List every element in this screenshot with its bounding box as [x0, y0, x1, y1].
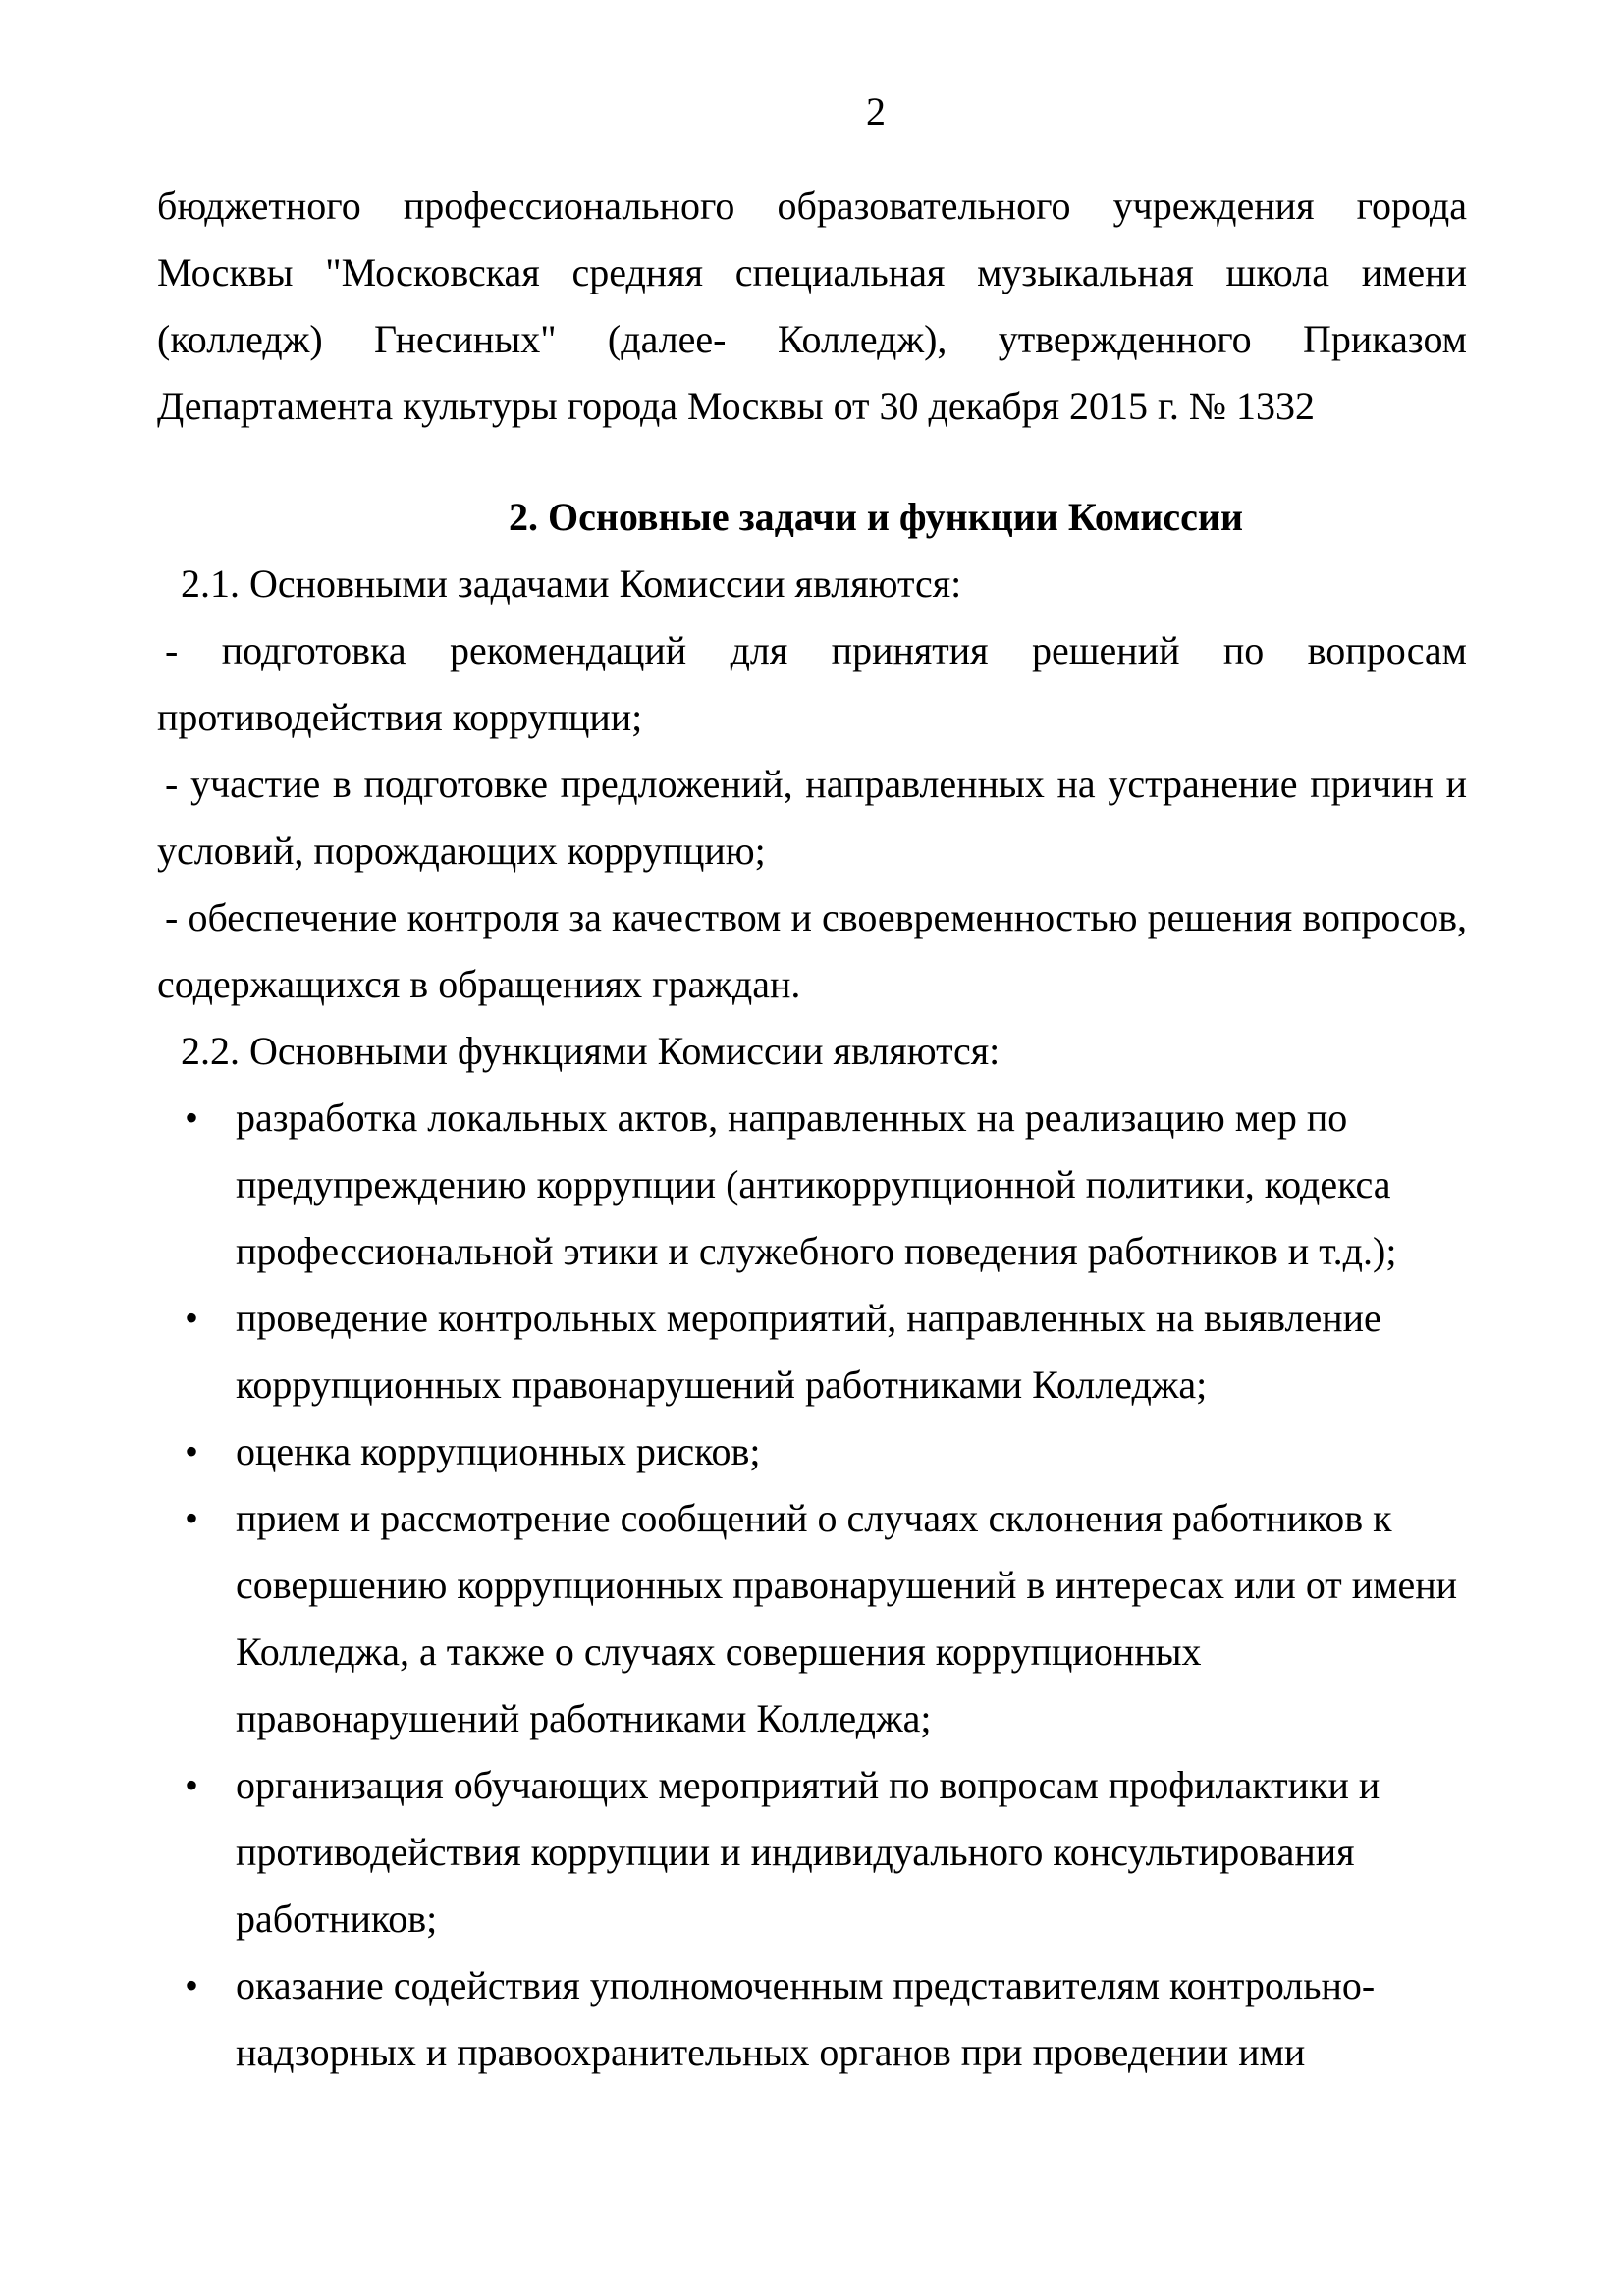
bullet-item-text: оказание содействия уполномоченным представителям контрольно-надзорных и правоохранительных органов при проведении ими [236, 1963, 1376, 2074]
bullet-item-text: прием и рассмотрение сообщений о случаях склонения работников к совершению коррупционных правонарушений в интересах или от имени Колледжа, а также о случаях совершения коррупционных правонарушений работниками Колледжа; [236, 1496, 1458, 1740]
functions-bullet-list [157, 1085, 1467, 2086]
bullet-marker-icon: • [185, 1296, 199, 1340]
bullet-item-text: разработка локальных актов, направленных на реализацию мер по предупреждению коррупции (антикоррупционной политики, кодекса профессиональной этики и служебного поведения работников и т.д.); [236, 1095, 1397, 1273]
dash-item: - подготовка рекомендаций для принятия решений по вопросам противодействия коррупции; [157, 628, 1467, 739]
bullet-item [157, 1418, 1467, 1485]
intro-paragraph: бюджетного профессионального образовательного учреждения города Москвы "Московская средняя специальная музыкальная школа имени (колледж) Гнесиных" (далее- Колледж), утвержденного Приказом Департамента культуры города Москвы от 30 декабря 2015 г. № 1332 [157, 184, 1467, 428]
bullet-marker-icon: • [185, 1496, 199, 1540]
section-heading: 2. Основные задачи и функции Комиссии [509, 495, 1243, 539]
bullet-marker-icon: • [185, 1763, 199, 1807]
bullet-item [157, 1752, 1467, 1952]
bullet-marker-icon: • [185, 1963, 199, 2007]
bullet-marker-icon: • [185, 1429, 199, 1473]
bullet-item-text: организация обучающих мероприятий по вопросам профилактики и противодействия коррупции и индивидуального консультирования работников; [236, 1763, 1380, 1941]
clause-2-1-intro: 2.1. Основными задачами Комиссии являются: [181, 561, 962, 606]
bullet-item [157, 1285, 1467, 1418]
dash-item: - участие в подготовке предложений, направленных на устранение причин и условий, порождающих коррупцию; [157, 762, 1467, 873]
bullet-item [157, 1952, 1467, 2086]
bullet-item-text: оценка коррупционных рисков; [236, 1429, 761, 1473]
bullet-item-text: проведение контрольных мероприятий, направленных на выявление коррупционных правонарушений работниками Колледжа; [236, 1296, 1381, 1407]
bullet-item [157, 1085, 1467, 1285]
clause-2-2-intro: 2.2. Основными функциями Комиссии являются: [181, 1029, 1001, 1073]
bullet-marker-icon: • [185, 1095, 199, 1140]
page-number: 2 [866, 89, 886, 133]
dash-item: - обеспечение контроля за качеством и своевременностью решения вопросов, содержащихся в обращениях граждан. [157, 895, 1467, 1006]
bullet-item [157, 1485, 1467, 1752]
